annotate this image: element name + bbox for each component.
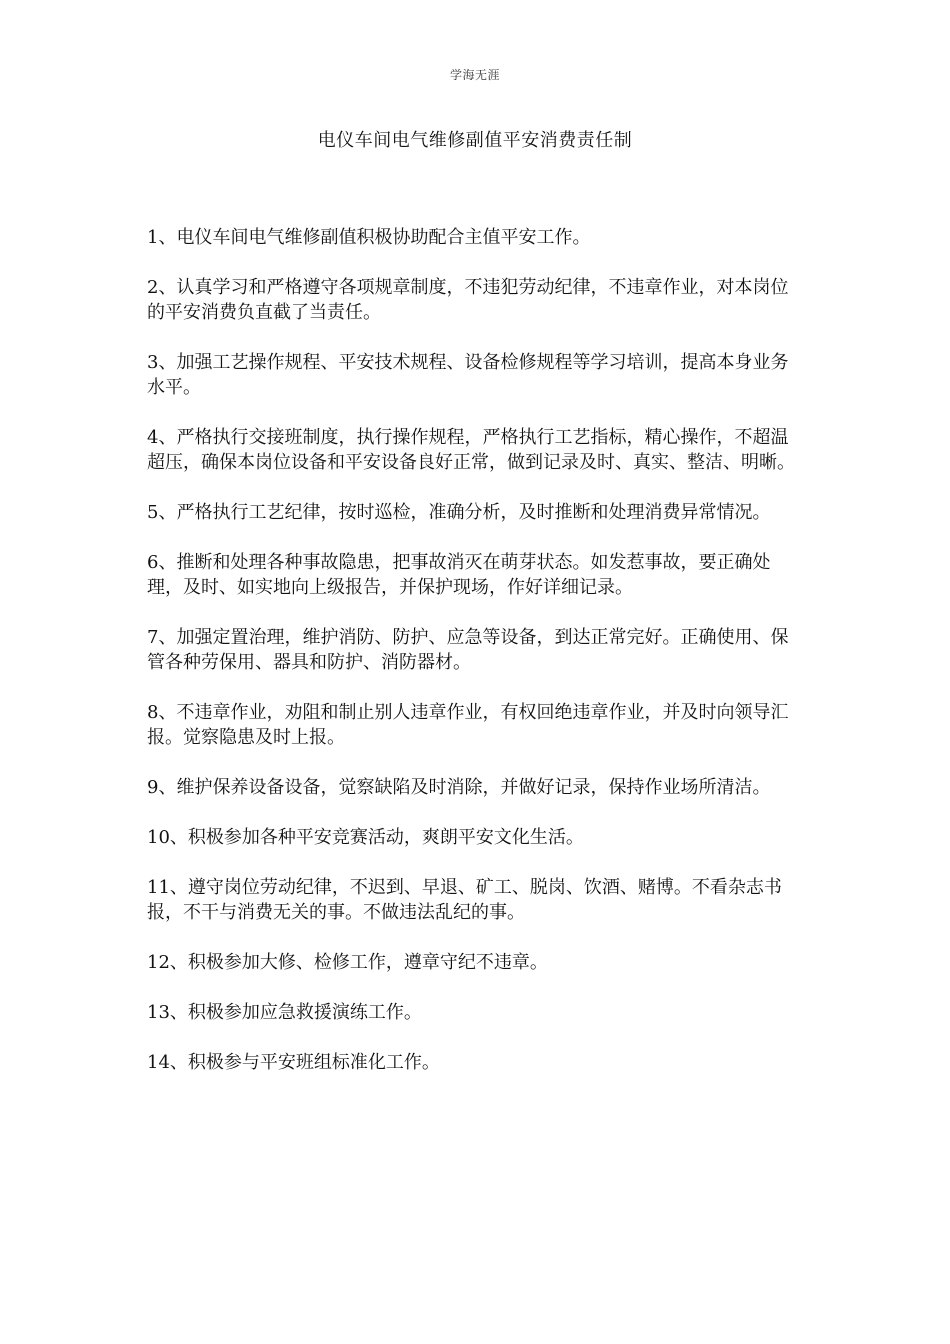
list-item: 12、积极参加大修、检修工作，遵章守纪不违章。 [147, 952, 548, 973]
list-item: 1、电仪车间电气维修副值积极协助配合主值平安工作。 [147, 227, 591, 248]
list-item: 10、积极参加各种平安竞赛活动，爽朗平安文化生活。 [147, 827, 584, 848]
list-item: 4、严格执行交接班制度，执行操作规程，严格执行工艺指标，精心操作，不超温超压，确保本岗位设备和平安设备良好正常，做到记录及时、真实、整洁、明晰。 [147, 427, 795, 473]
list-item: 7、加强定置治理，维护消防、防护、应急等设备，到达正常完好。正确使用、保管各种劳保用、器具和防护、消防器材。 [147, 627, 789, 673]
page-header: 学海无涯 [449, 68, 500, 82]
document-title: 电仪车间电气维修副值平安消费责任制 [317, 130, 633, 151]
list-item: 5、严格执行工艺纪律，按时巡检，准确分析，及时推断和处理消费异常情况。 [147, 502, 771, 523]
list-item: 3、加强工艺操作规程、平安技术规程、设备检修规程等学习培训，提高本身业务水平。 [147, 352, 789, 398]
responsibility-list [147, 225, 797, 1100]
list-item: 2、认真学习和严格遵守各项规章制度，不违犯劳动纪律，不违章作业，对本岗位的平安消费负直截了当责任。 [147, 277, 789, 323]
list-item: 8、不违章作业，劝阻和制止别人违章作业，有权回绝违章作业，并及时向领导汇报。觉察隐患及时上报。 [147, 702, 789, 748]
list-item: 9、维护保养设备设备，觉察缺陷及时消除，并做好记录，保持作业场所清洁。 [147, 777, 771, 798]
list-item: 13、积极参加应急救援演练工作。 [147, 1002, 422, 1023]
list-item: 14、积极参与平安班组标准化工作。 [147, 1052, 440, 1073]
list-item: 11、遵守岗位劳动纪律，不迟到、早退、矿工、脱岗、饮酒、赌博。不看杂志书报，不干与消费无关的事。不做违法乱纪的事。 [147, 877, 782, 923]
list-item: 6、推断和处理各种事故隐患，把事故消灭在萌芽状态。如发惹事故，要正确处理，及时、如实地向上级报告，并保护现场，作好详细记录。 [147, 552, 771, 598]
